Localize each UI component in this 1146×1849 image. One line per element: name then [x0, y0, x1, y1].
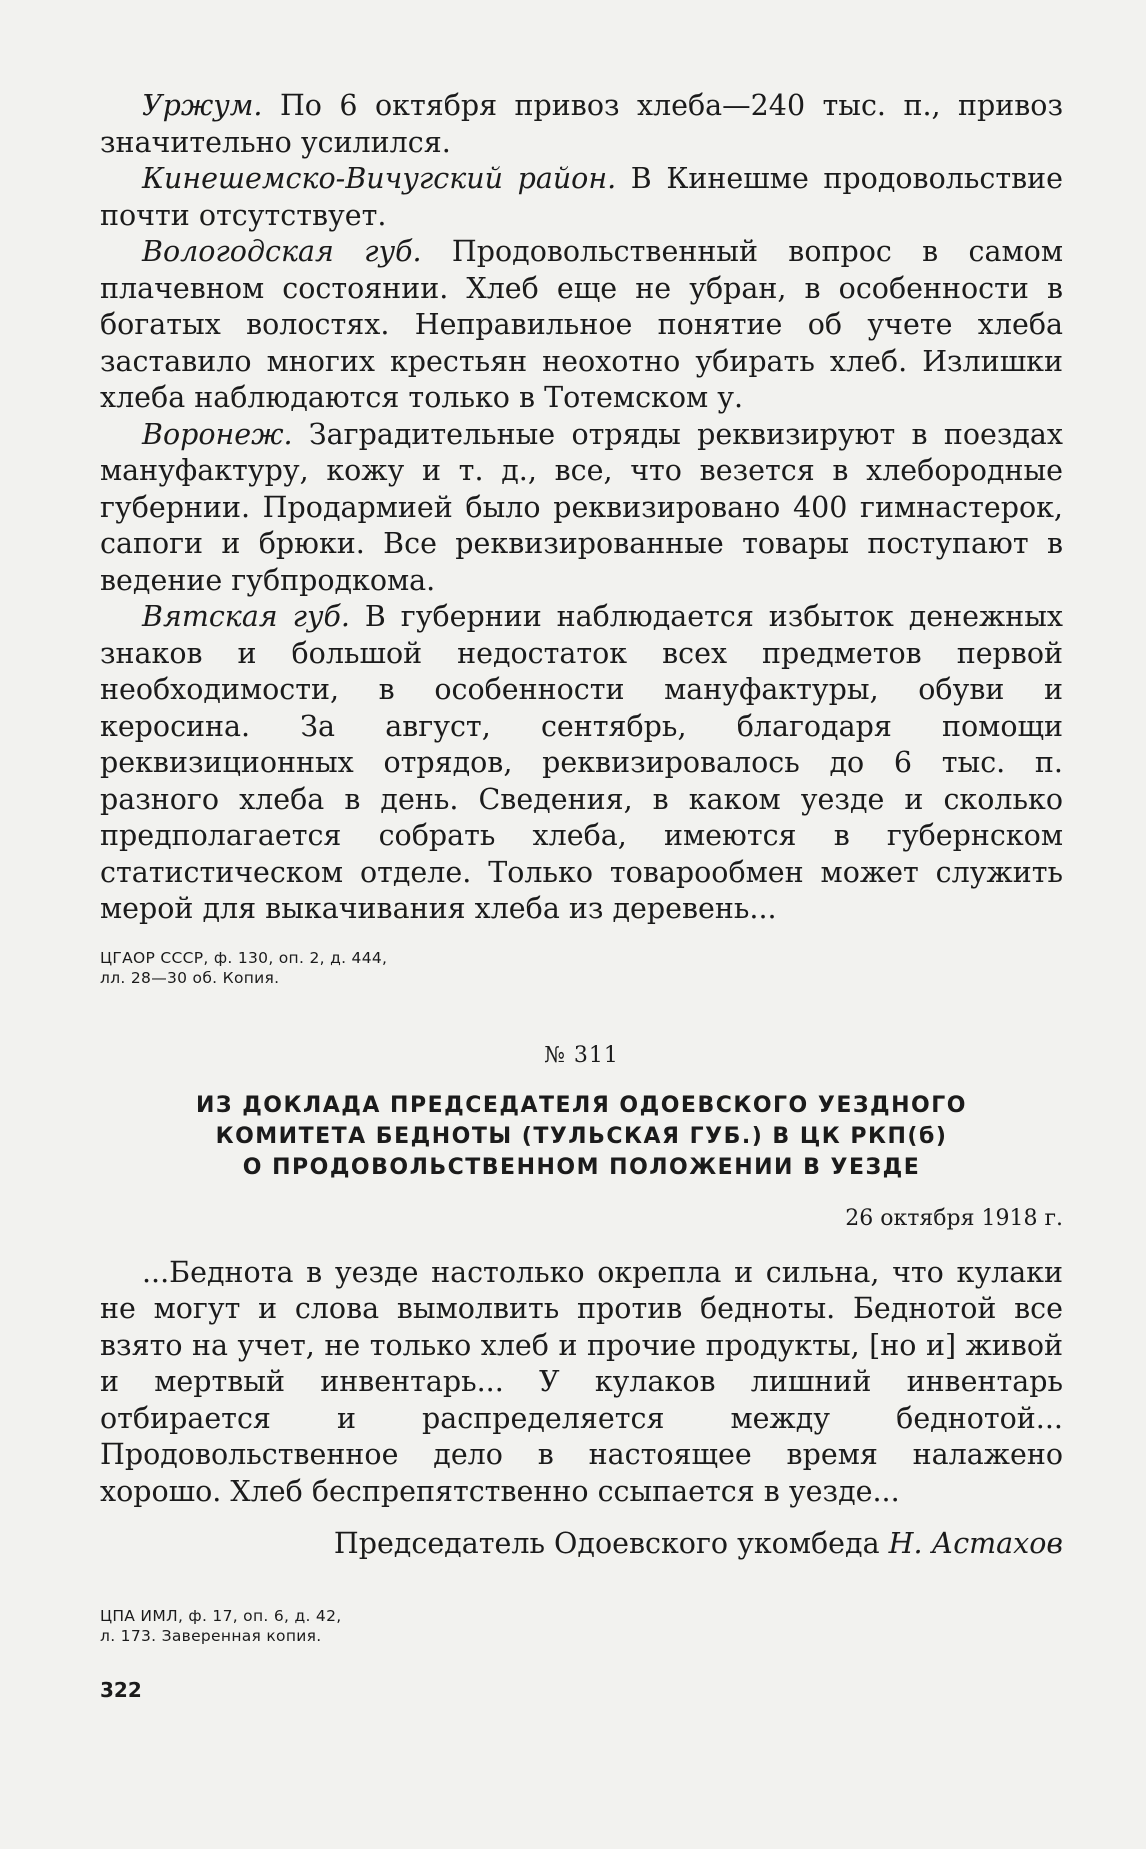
entry-place: Кинешемско-Вичугский район. — [142, 162, 617, 195]
source-line: л. 173. Заверенная копия. — [100, 1627, 322, 1645]
archive-source-2 — [100, 1606, 1063, 1646]
entry-text: Продовольственный вопрос в самом плачевном состоянии. Хлеб еще не убран, в особенности в богатых волостях. Неправильное понятие об учете хлеба заставило многих крестьян неохотно убирать хлеб. Излишки хлеба наблюдаются только в Тотемском у. — [100, 235, 1063, 414]
entry-place: Вятская губ. — [142, 600, 350, 633]
entry-voronezh — [100, 417, 1063, 600]
title-line: О ПРОДОВОЛЬСТВЕННОМ ПОЛОЖЕНИИ В УЕЗДЕ — [242, 1154, 921, 1180]
signature-name: Н. Астахов — [888, 1527, 1063, 1560]
book-page — [100, 88, 1063, 1702]
source-line: ЦПА ИМЛ, ф. 17, оп. 6, д. 42, — [100, 1607, 342, 1625]
signature — [100, 1526, 1063, 1562]
page-number: 322 — [100, 1678, 142, 1702]
document-number: № 311 — [544, 1042, 619, 1068]
document-body: ...Беднота в уезде настолько окрепла и сильна, что кулаки не могут и слова вымолвить против бедноты. Беднотой все взято на учет, не только хлеб и прочие продукты, [но и] живой и мертвый инвентарь... У кулаков лишний инвентарь отбирается и распределяется между беднотой... Продовольственное дело в настоящее время налажено хорошо. Хлеб беспрепятственно ссыпается в уезде... — [100, 1255, 1063, 1508]
entry-text: В Кинешме продовольствие почти отсутствует. — [100, 162, 1063, 232]
entry-place: Вологодская губ. — [142, 235, 422, 268]
source-line: ЦГАОР СССР, ф. 130, оп. 2, д. 444, — [100, 948, 388, 967]
title-line: ИЗ ДОКЛАДА ПРЕДСЕДАТЕЛЯ ОДОЕВСКОГО УЕЗДНОГО — [196, 1092, 967, 1118]
entry-vologda — [100, 234, 1063, 417]
entry-vyatka — [100, 599, 1063, 928]
document-date: 26 октября 1918 г. — [845, 1205, 1063, 1231]
source-line: лл. 28—30 об. Копия. — [100, 968, 280, 987]
entry-place: Воронеж. — [142, 417, 293, 451]
document-title — [100, 1090, 1063, 1183]
entry-urzhum — [100, 88, 1063, 161]
entry-place: Уржум. — [142, 89, 263, 122]
entry-text: В губернии наблюдается избыток денежных знаков и большой недостаток всех предметов первой необходимости, в особенности мануфактуры, обуви и керосина. За август, сентябрь, благодаря помощи реквизиционных отрядов, реквизировалось до 6 тыс. п. разного хлеба в день. Сведения, в каком уезде и сколько предполагается собрать хлеба, имеются в губернском статистическом отделе. Только товарообмен может служить мерой для выкачивания хлеба из деревень... — [100, 600, 1063, 925]
signature-role: Председатель Одоевского укомбеда — [333, 1527, 880, 1560]
title-line: КОМИТЕТА БЕДНОТЫ (ТУЛЬСКАЯ ГУБ.) В ЦК РКП(б) — [215, 1123, 948, 1149]
archive-source-1 — [100, 948, 1063, 988]
entry-kineshma — [100, 161, 1063, 234]
entry-text: Заградительные отряды реквизируют в поездах мануфактуру, кожу и т. д., все, что везется в хлебородные губернии. Продармией было реквизировано 400 гимнастерок, сапоги и брюки. Все реквизированные товары поступают в ведение губпродкома. — [100, 417, 1063, 597]
entry-text: По 6 октября привоз хлеба—240 тыс. п., привоз значительно усилился. — [100, 89, 1063, 159]
